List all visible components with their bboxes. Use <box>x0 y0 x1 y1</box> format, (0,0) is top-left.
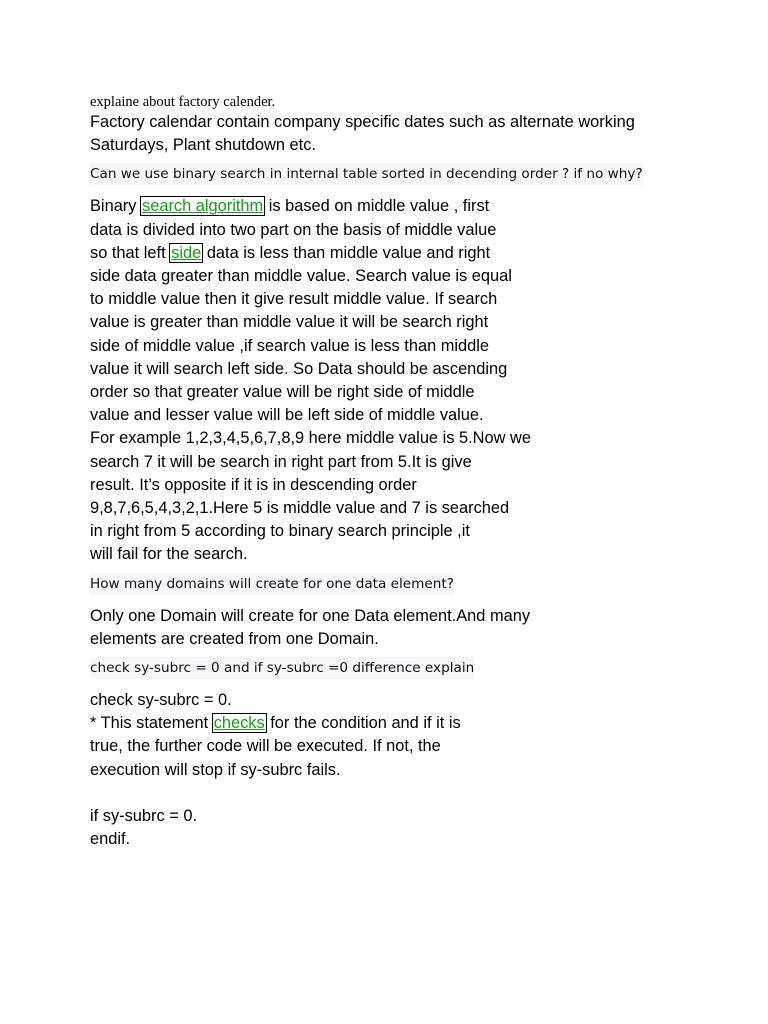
answer-sy-subrc-line-2 <box>90 712 690 735</box>
document-page <box>90 93 690 851</box>
answer-binary-search-line: order so that greater value will be right side of middle <box>90 383 475 402</box>
answer-binary-search-line: 9,8,7,6,5,4,3,2,1.Here 5 is middle value and 7 is searched <box>90 499 510 518</box>
answer-text: for the condition and if it is <box>265 714 461 733</box>
question-factory-calendar: explaine about factory calender. <box>90 94 276 110</box>
answer-binary-search-line: value and lesser value will be left side of middle value. <box>90 406 484 425</box>
answer-binary-search-line: side data greater than middle value. Search value is equal <box>90 267 512 286</box>
answer-binary-search-line: will fail for the search. <box>90 545 248 564</box>
answer-sy-subrc-line-4: execution will stop if sy-subrc fails. <box>90 760 341 779</box>
answer-binary-search-line: to middle value then it give result middle value. If search <box>90 290 498 309</box>
answer-text: is based on middle value , first <box>264 197 490 216</box>
code-endif: endif. <box>90 830 131 849</box>
answer-text: data is less than middle value and right <box>202 243 491 262</box>
answer-domains-line-2: elements are created from one Domain. <box>90 629 379 648</box>
answer-binary-search-line-2: data is divided into two part on the basis of middle value <box>90 220 497 239</box>
answer-binary-search-line: For example 1,2,3,4,5,6,7,8,9 here middle value is 5.Now we <box>90 429 531 448</box>
answer-text: so that left <box>90 243 171 262</box>
checks-link[interactable]: checks <box>213 714 265 733</box>
question-domains: How many domains will create for one data element? <box>90 573 454 595</box>
search-algorithm-link[interactable]: search algorithm <box>142 197 264 216</box>
answer-binary-search-line: value is greater than middle value it will be search right <box>90 313 489 332</box>
answer-binary-search-line-3 <box>90 242 690 265</box>
answer-factory-calendar-line-1: Factory calendar contain company specific dates such as alternate working <box>90 113 635 131</box>
answer-binary-search-line-1 <box>90 195 690 218</box>
answer-binary-search-line: side of middle value ,if search value is less than middle <box>90 336 490 355</box>
answer-text: * This statement <box>90 714 213 733</box>
answer-binary-search-line: search 7 it will be search in right part from 5.It is give <box>90 452 472 471</box>
question-sy-subrc: check sy-subrc = 0 and if sy-subrc =0 difference explain <box>90 657 474 679</box>
answer-binary-search-line: result. It’s opposite if it is in descending order <box>90 475 417 494</box>
answer-sy-subrc-line-3: true, the further code will be executed. If not, the <box>90 737 441 756</box>
answer-binary-search-line: in right from 5 according to binary search principle ,it <box>90 522 470 541</box>
answer-text: Binary <box>90 197 142 216</box>
answer-binary-search-line: value it will search left side. So Data should be ascending <box>90 359 508 378</box>
answer-sy-subrc-line-1: check sy-subrc = 0. <box>90 691 232 710</box>
code-if-sy-subrc: if sy-subrc = 0. <box>90 807 198 826</box>
side-link[interactable]: side <box>171 243 202 262</box>
answer-domains-line-1: Only one Domain will create for one Data element.And many <box>90 606 531 625</box>
question-binary-search: Can we use binary search in internal table sorted in decending order ? if no why? <box>90 163 643 185</box>
answer-factory-calendar-line-2: Saturdays, Plant shutdown etc. <box>90 136 316 155</box>
